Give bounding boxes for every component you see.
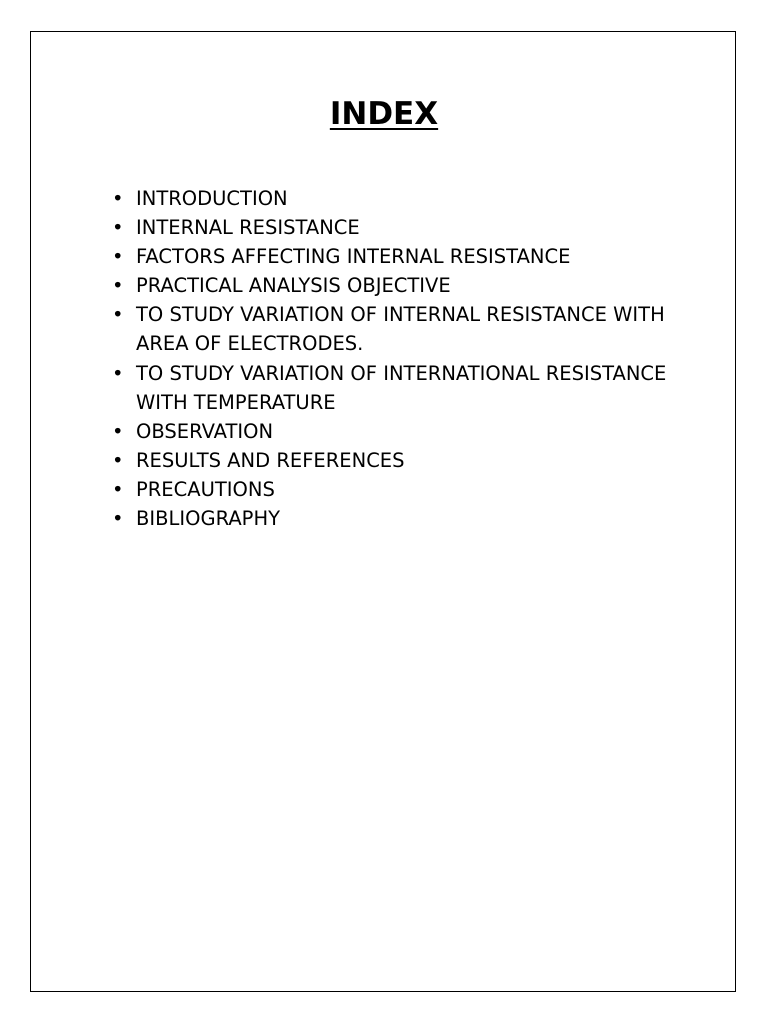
list-item (112, 300, 672, 358)
list-item-text: INTRODUCTION (136, 187, 288, 210)
list-item (112, 504, 672, 533)
bullet-icon: • (112, 303, 124, 327)
list-item (112, 271, 672, 300)
page-title: INDEX (329, 96, 439, 132)
bullet-icon: • (112, 507, 124, 531)
bullet-icon: • (112, 361, 124, 385)
list-item-text: BIBLIOGRAPHY (136, 507, 281, 531)
list-item (112, 446, 672, 475)
list-item-text: INTERNAL RESISTANCE (136, 216, 360, 240)
list-item-text: OBSERVATION (136, 419, 274, 443)
bullet-icon: • (112, 216, 124, 240)
bullet-icon: • (112, 187, 124, 210)
list-item-text: PRECAUTIONS (136, 477, 275, 501)
list-item (112, 359, 672, 417)
list-item-text: FACTORS AFFECTING INTERNAL RESISTANCE (136, 245, 571, 269)
list-item-text: RESULTS AND REFERENCES (136, 448, 405, 472)
bullet-icon: • (112, 419, 124, 443)
index-list (112, 184, 672, 533)
list-item (112, 475, 672, 504)
list-item (112, 184, 672, 213)
list-item-text: TO STUDY VARIATION OF INTERNATIONAL RESISTANCE WITH TEMPERATURE (136, 361, 667, 414)
bullet-icon: • (112, 274, 124, 298)
list-item-text: PRACTICAL ANALYSIS OBJECTIVE (136, 274, 451, 298)
list-item-text: TO STUDY VARIATION OF INTERNAL RESISTANCE WITH AREA OF ELECTRODES. (136, 303, 665, 356)
bullet-icon: • (112, 245, 124, 269)
list-item (112, 213, 672, 242)
bullet-icon: • (112, 448, 124, 472)
bullet-icon: • (112, 477, 124, 501)
list-item (112, 417, 672, 446)
list-item (112, 242, 672, 271)
